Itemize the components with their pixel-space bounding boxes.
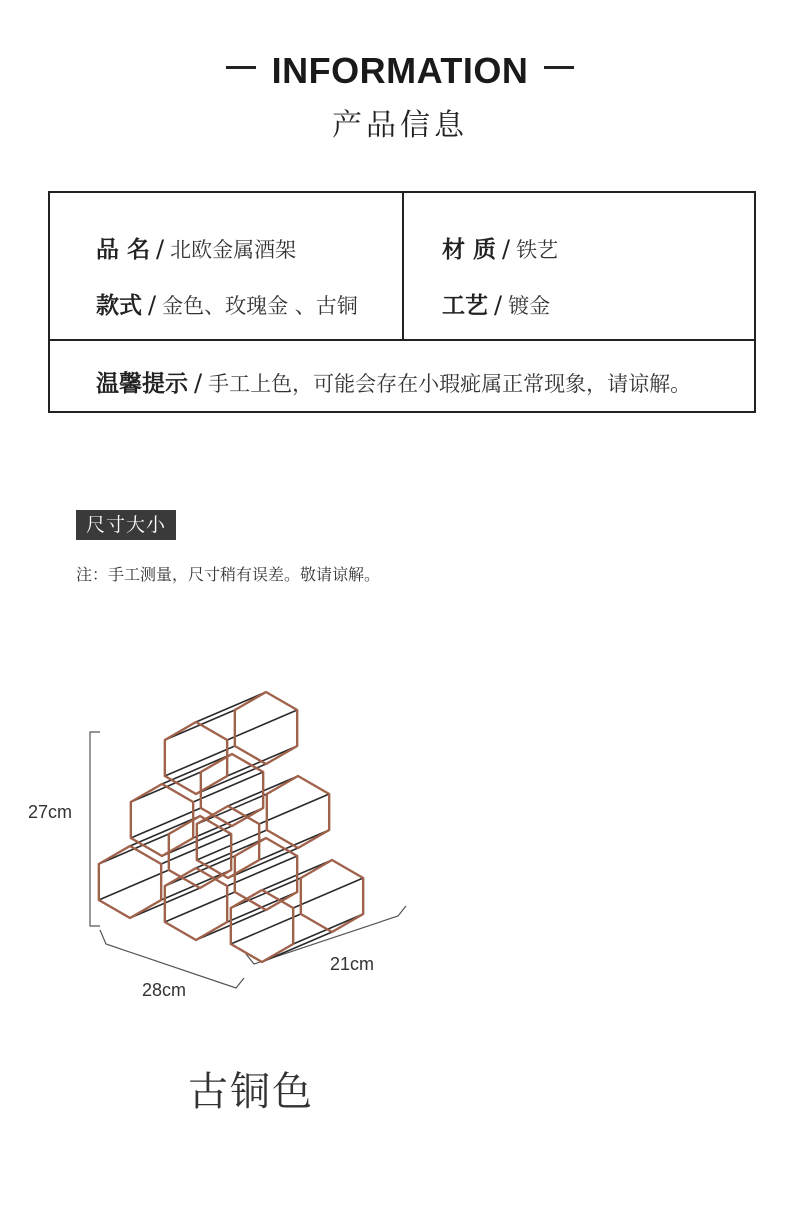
header-english <box>0 50 800 100</box>
rack-rod <box>131 808 201 838</box>
dimension-lines <box>90 732 406 988</box>
product-color-name: 古铜色 <box>188 1069 314 1115</box>
size-note: 注：手工测量，尺寸稍有误差。敬请谅解。 <box>76 565 381 584</box>
front-hex-frame-1 <box>99 846 161 918</box>
rack-rod <box>99 870 169 900</box>
back-hex-frame-6 <box>235 692 297 764</box>
rack-rod <box>262 932 332 962</box>
rack-rod <box>196 692 266 722</box>
spec-separator: / <box>148 291 157 319</box>
title-dash-left <box>226 66 256 69</box>
width-label: 28cm <box>142 980 187 1000</box>
rack-rod <box>259 794 329 824</box>
title-dash-right <box>544 66 574 69</box>
spec-separator: / <box>194 369 203 397</box>
spec-row-name <box>96 231 296 264</box>
size-section-tag: 尺寸大小 <box>76 510 176 540</box>
rack-rod <box>227 710 297 740</box>
spec-key-craft: 工艺 <box>442 293 488 319</box>
back-hex-frame-5 <box>267 776 329 848</box>
front-hex-frame-4 <box>131 784 193 856</box>
rack-rod <box>165 892 235 922</box>
spec-value-tip: 手工上色，可能会存在小瑕疵属正常现象，请谅解。 <box>208 372 692 396</box>
spec-row-style <box>96 287 358 320</box>
spec-table-vertical-divider <box>402 193 404 339</box>
spec-key-material: 材 质 <box>442 237 497 263</box>
spec-value-craft: 镀金 <box>508 294 551 318</box>
title-english: INFORMATION <box>271 50 529 91</box>
spec-value-name: 北欧金属酒架 <box>170 238 297 262</box>
height-label: 27cm <box>28 802 73 822</box>
spec-key-name: 品 名 <box>96 237 151 263</box>
depth-label: 21cm <box>330 954 375 974</box>
rack-rod <box>231 914 301 944</box>
spec-row-material <box>442 231 558 264</box>
spec-key-style: 款式 <box>96 293 142 319</box>
spec-value-material: 铁艺 <box>516 238 559 262</box>
rack-rod <box>293 878 363 908</box>
spec-separator: / <box>502 235 511 263</box>
spec-table <box>48 191 756 413</box>
title-chinese: 产品信息 <box>332 108 468 143</box>
spec-row-craft <box>442 287 550 320</box>
rack-rod <box>227 856 297 886</box>
spec-key-tip: 温馨提示 <box>96 371 188 397</box>
spec-separator: / <box>156 235 165 263</box>
spec-value-style: 金色、玫瑰金 、古铜 <box>162 294 358 318</box>
spec-table-horizontal-divider <box>50 339 754 341</box>
spec-row-tip <box>96 365 691 398</box>
spec-separator: / <box>494 291 503 319</box>
back-hex-frame-3 <box>301 860 363 932</box>
